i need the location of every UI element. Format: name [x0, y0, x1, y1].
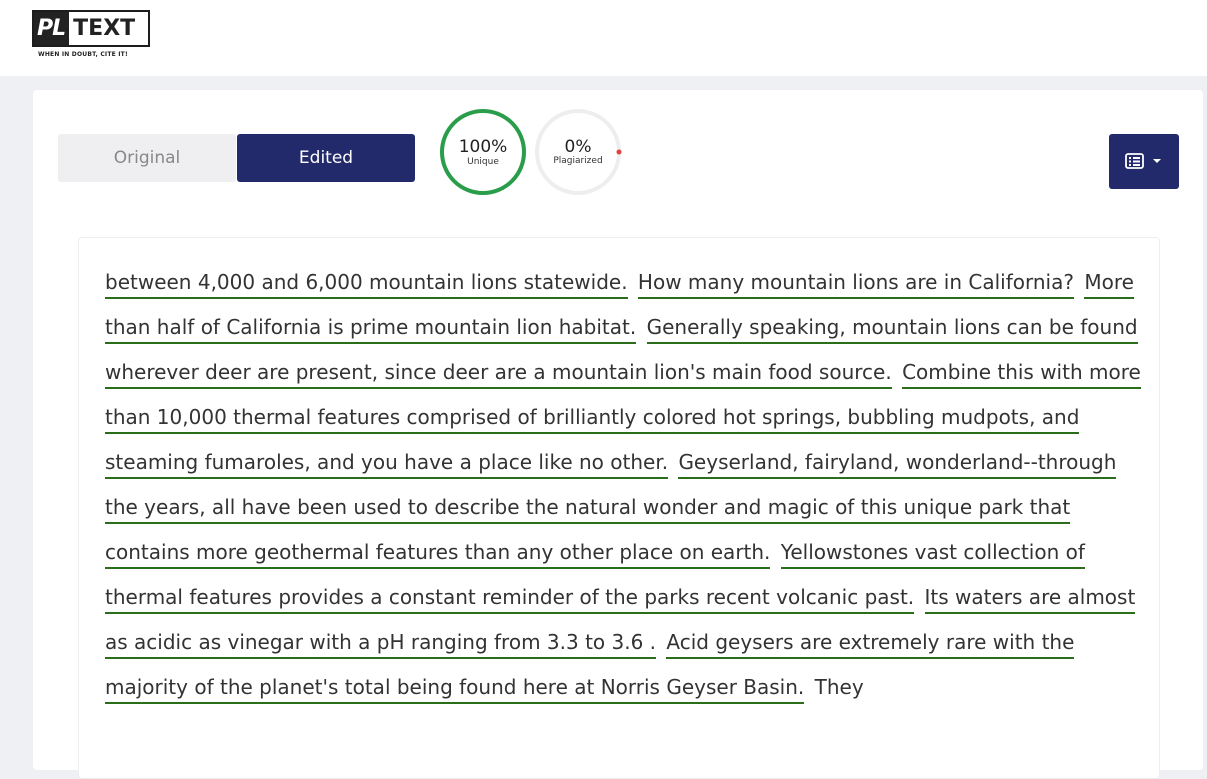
- top-bar: [0, 0, 1207, 76]
- caret-down-icon: [1153, 159, 1161, 163]
- logo-pl: PL: [34, 12, 69, 45]
- document-sentence[interactable]: How many mountain lions are in California?: [638, 270, 1074, 299]
- logo-text: TEXT: [73, 16, 136, 41]
- document-sentence[interactable]: Combine this with more than 10,000 thermal features comprised of brilliantly colored hot springs, bubbling mudpots, and steaming fumaroles, and you have a place like no other.: [105, 360, 1141, 479]
- plagiarized-label: Plagiarized: [553, 156, 603, 166]
- edited-tab-button[interactable]: Edited: [237, 134, 415, 182]
- document-sentence[interactable]: Yellowstones vast collection of thermal features provides a constant reminder of the parks recent volcanic past.: [105, 540, 1085, 614]
- plagiarized-score-ring: [534, 108, 622, 196]
- document-sentence[interactable]: Geyserland, fairyland, wonderland--through the years, all have been used to describe the natural wonder and magic of this unique park that contains more geothermal features than any other place on earth.: [105, 450, 1116, 569]
- unique-percent: 100%: [458, 137, 508, 157]
- document-sentence[interactable]: Generally speaking, mountain lions can be found wherever deer are present, since deer are a mountain lion's main food source.: [105, 315, 1138, 389]
- unique-label: Unique: [467, 157, 499, 167]
- unique-score-ring: [439, 108, 527, 196]
- list-menu-button[interactable]: [1109, 134, 1179, 189]
- list-icon: [1109, 134, 1179, 189]
- document-sentence[interactable]: between 4,000 and 6,000 mountain lions statewide.: [105, 270, 628, 299]
- document-panel: [78, 237, 1160, 779]
- document-sentence[interactable]: Its waters are almost as acidic as vinegar with a pH ranging from 3.3 to 3.6 .: [105, 585, 1135, 659]
- logo-box: [32, 10, 150, 47]
- logo-tagline: WHEN IN DOUBT, CITE IT!: [38, 51, 128, 58]
- result-card: [33, 90, 1203, 770]
- pltext-logo[interactable]: [32, 10, 154, 60]
- document-sentence[interactable]: They: [814, 675, 864, 699]
- document-sentence[interactable]: More than half of California is prime mountain lion habitat.: [105, 270, 1134, 344]
- document-sentence[interactable]: Acid geysers are extremely rare with the majority of the planet's total being found here at Norris Geyser Basin.: [105, 630, 1074, 704]
- document-text: [105, 260, 1155, 710]
- original-tab-button[interactable]: Original: [58, 134, 236, 182]
- plagiarized-percent: 0%: [564, 137, 592, 157]
